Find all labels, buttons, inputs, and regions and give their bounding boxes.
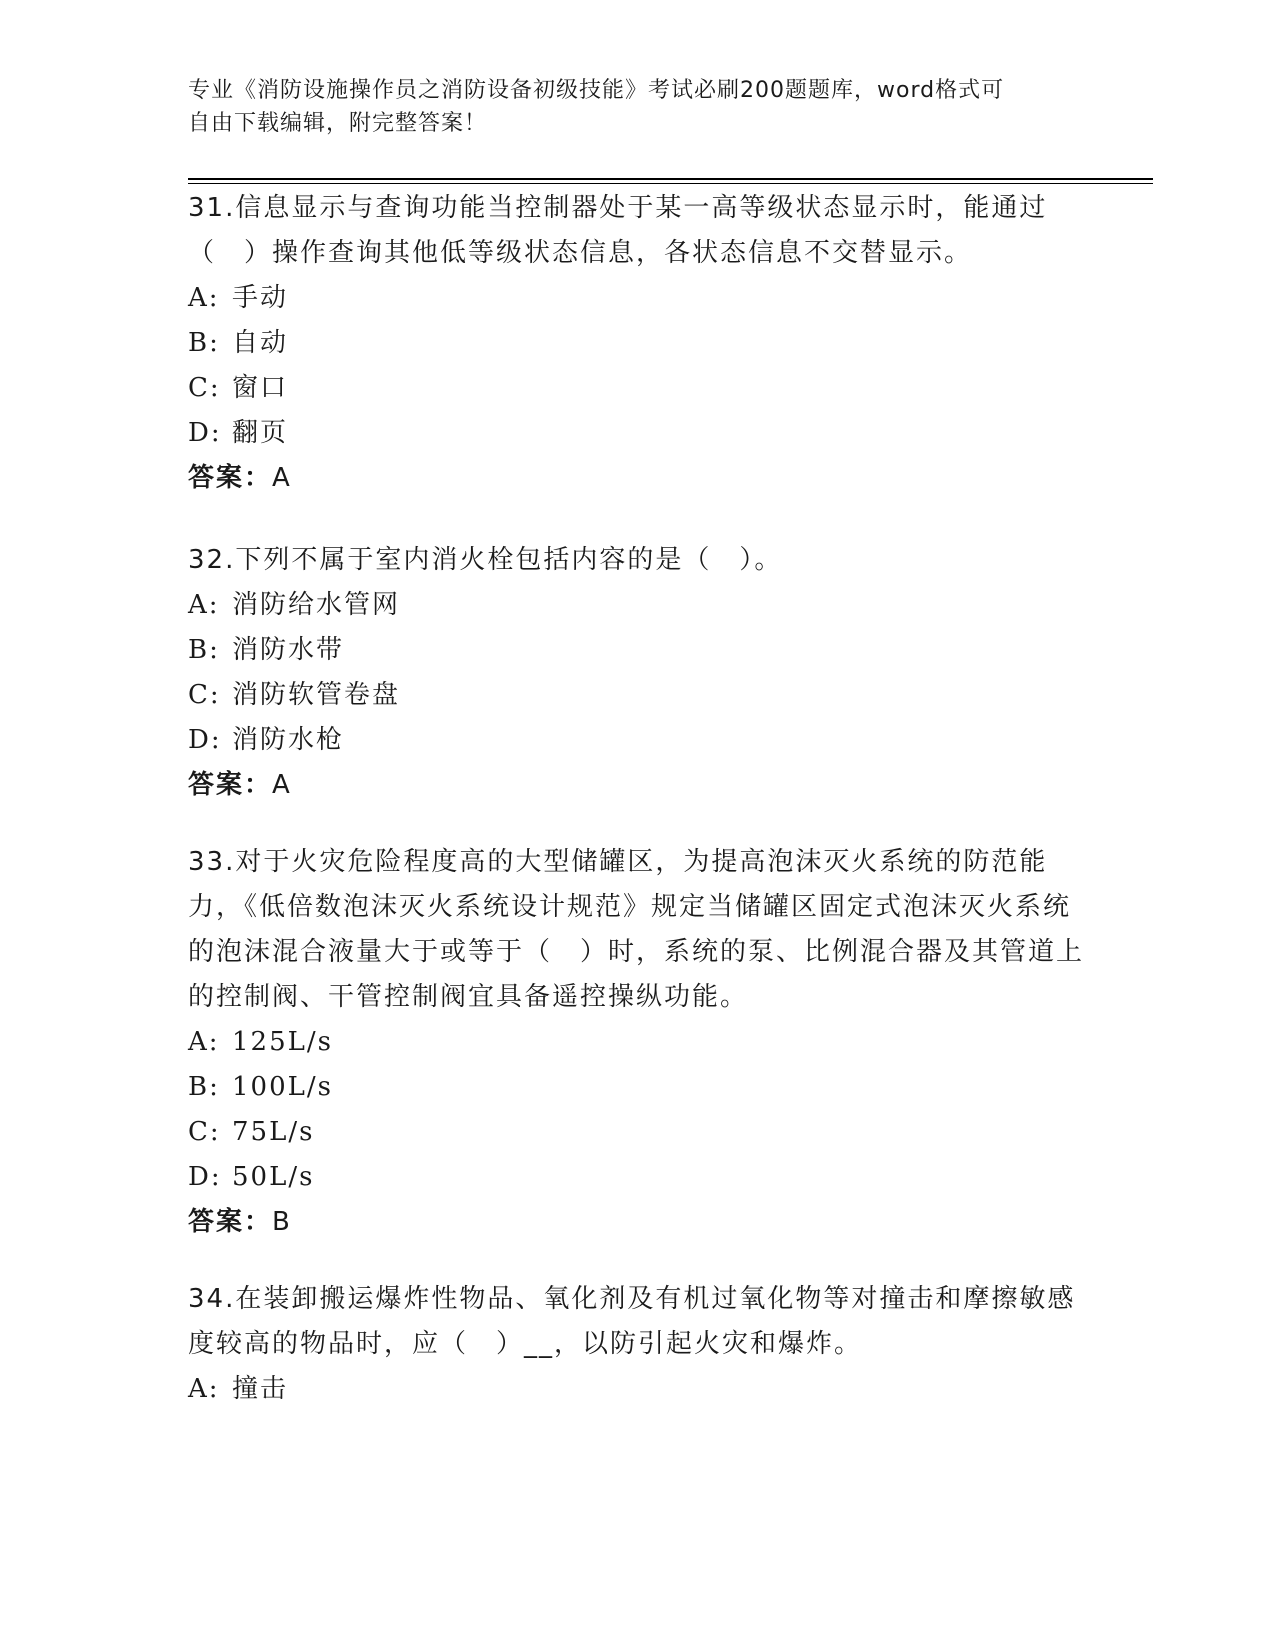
- question-stem: 34.在装卸搬运爆炸性物品、氧化剂及有机过氧化物等对撞击和摩擦敏感度较高的物品时，应（ ）__，以防引起火灾和爆炸。: [188, 1284, 1076, 1359]
- option-a: A: 消防给水管网: [188, 590, 401, 620]
- answer-line: 答案：A: [188, 770, 292, 800]
- question-stem: 33.对于火灾危险程度高的大型储罐区，为提高泡沫灭火系统的防范能力，《低倍数泡沫灭火系统设计规范》规定当储罐区固定式泡沫灭火系统的泡沫混合液量大于或等于（ ）时，系统的泵、比例混合器及其管道上的控制阀、干管控制阀宜具备遥控操纵功能。: [188, 847, 1085, 1012]
- option-c: C: 窗口: [188, 373, 289, 403]
- question-stem: 32.下列不属于室内消火栓包括内容的是（ ）。: [188, 545, 783, 575]
- option-a: A: 手动: [188, 283, 289, 313]
- header-line-2: 自由下载编辑，附完整答案！: [188, 111, 488, 136]
- option-b: B: 100L/s: [188, 1072, 333, 1102]
- option-d: D: 50L/s: [188, 1162, 315, 1192]
- header-divider-thin: [188, 183, 1153, 184]
- option-d: D: 消防水枪: [188, 725, 345, 755]
- option-c: C: 75L/s: [188, 1117, 315, 1147]
- answer-line: 答案：B: [188, 1207, 292, 1237]
- question-33: [188, 840, 1088, 1245]
- option-c: C: 消防软管卷盘: [188, 680, 401, 710]
- option-b: B: 消防水带: [188, 635, 345, 665]
- question-31: [188, 186, 1088, 501]
- question-34: [188, 1277, 1088, 1412]
- question-32: [188, 538, 1088, 808]
- option-a: A: 撞击: [188, 1374, 289, 1404]
- header-divider-thick: [188, 178, 1153, 180]
- option-b: B: 自动: [188, 328, 289, 358]
- answer-line: 答案：A: [188, 463, 292, 493]
- document-header: [188, 74, 1068, 140]
- question-stem: 31.信息显示与查询功能当控制器处于某一高等级状态显示时，能通过（ ）操作查询其他低等级状态信息，各状态信息不交替显示。: [188, 193, 1048, 268]
- option-d: D: 翻页: [188, 418, 289, 448]
- header-line-1: 专业《消防设施操作员之消防设备初级技能》考试必刷200题题库，word格式可: [188, 78, 1005, 103]
- option-a: A: 125L/s: [188, 1027, 333, 1057]
